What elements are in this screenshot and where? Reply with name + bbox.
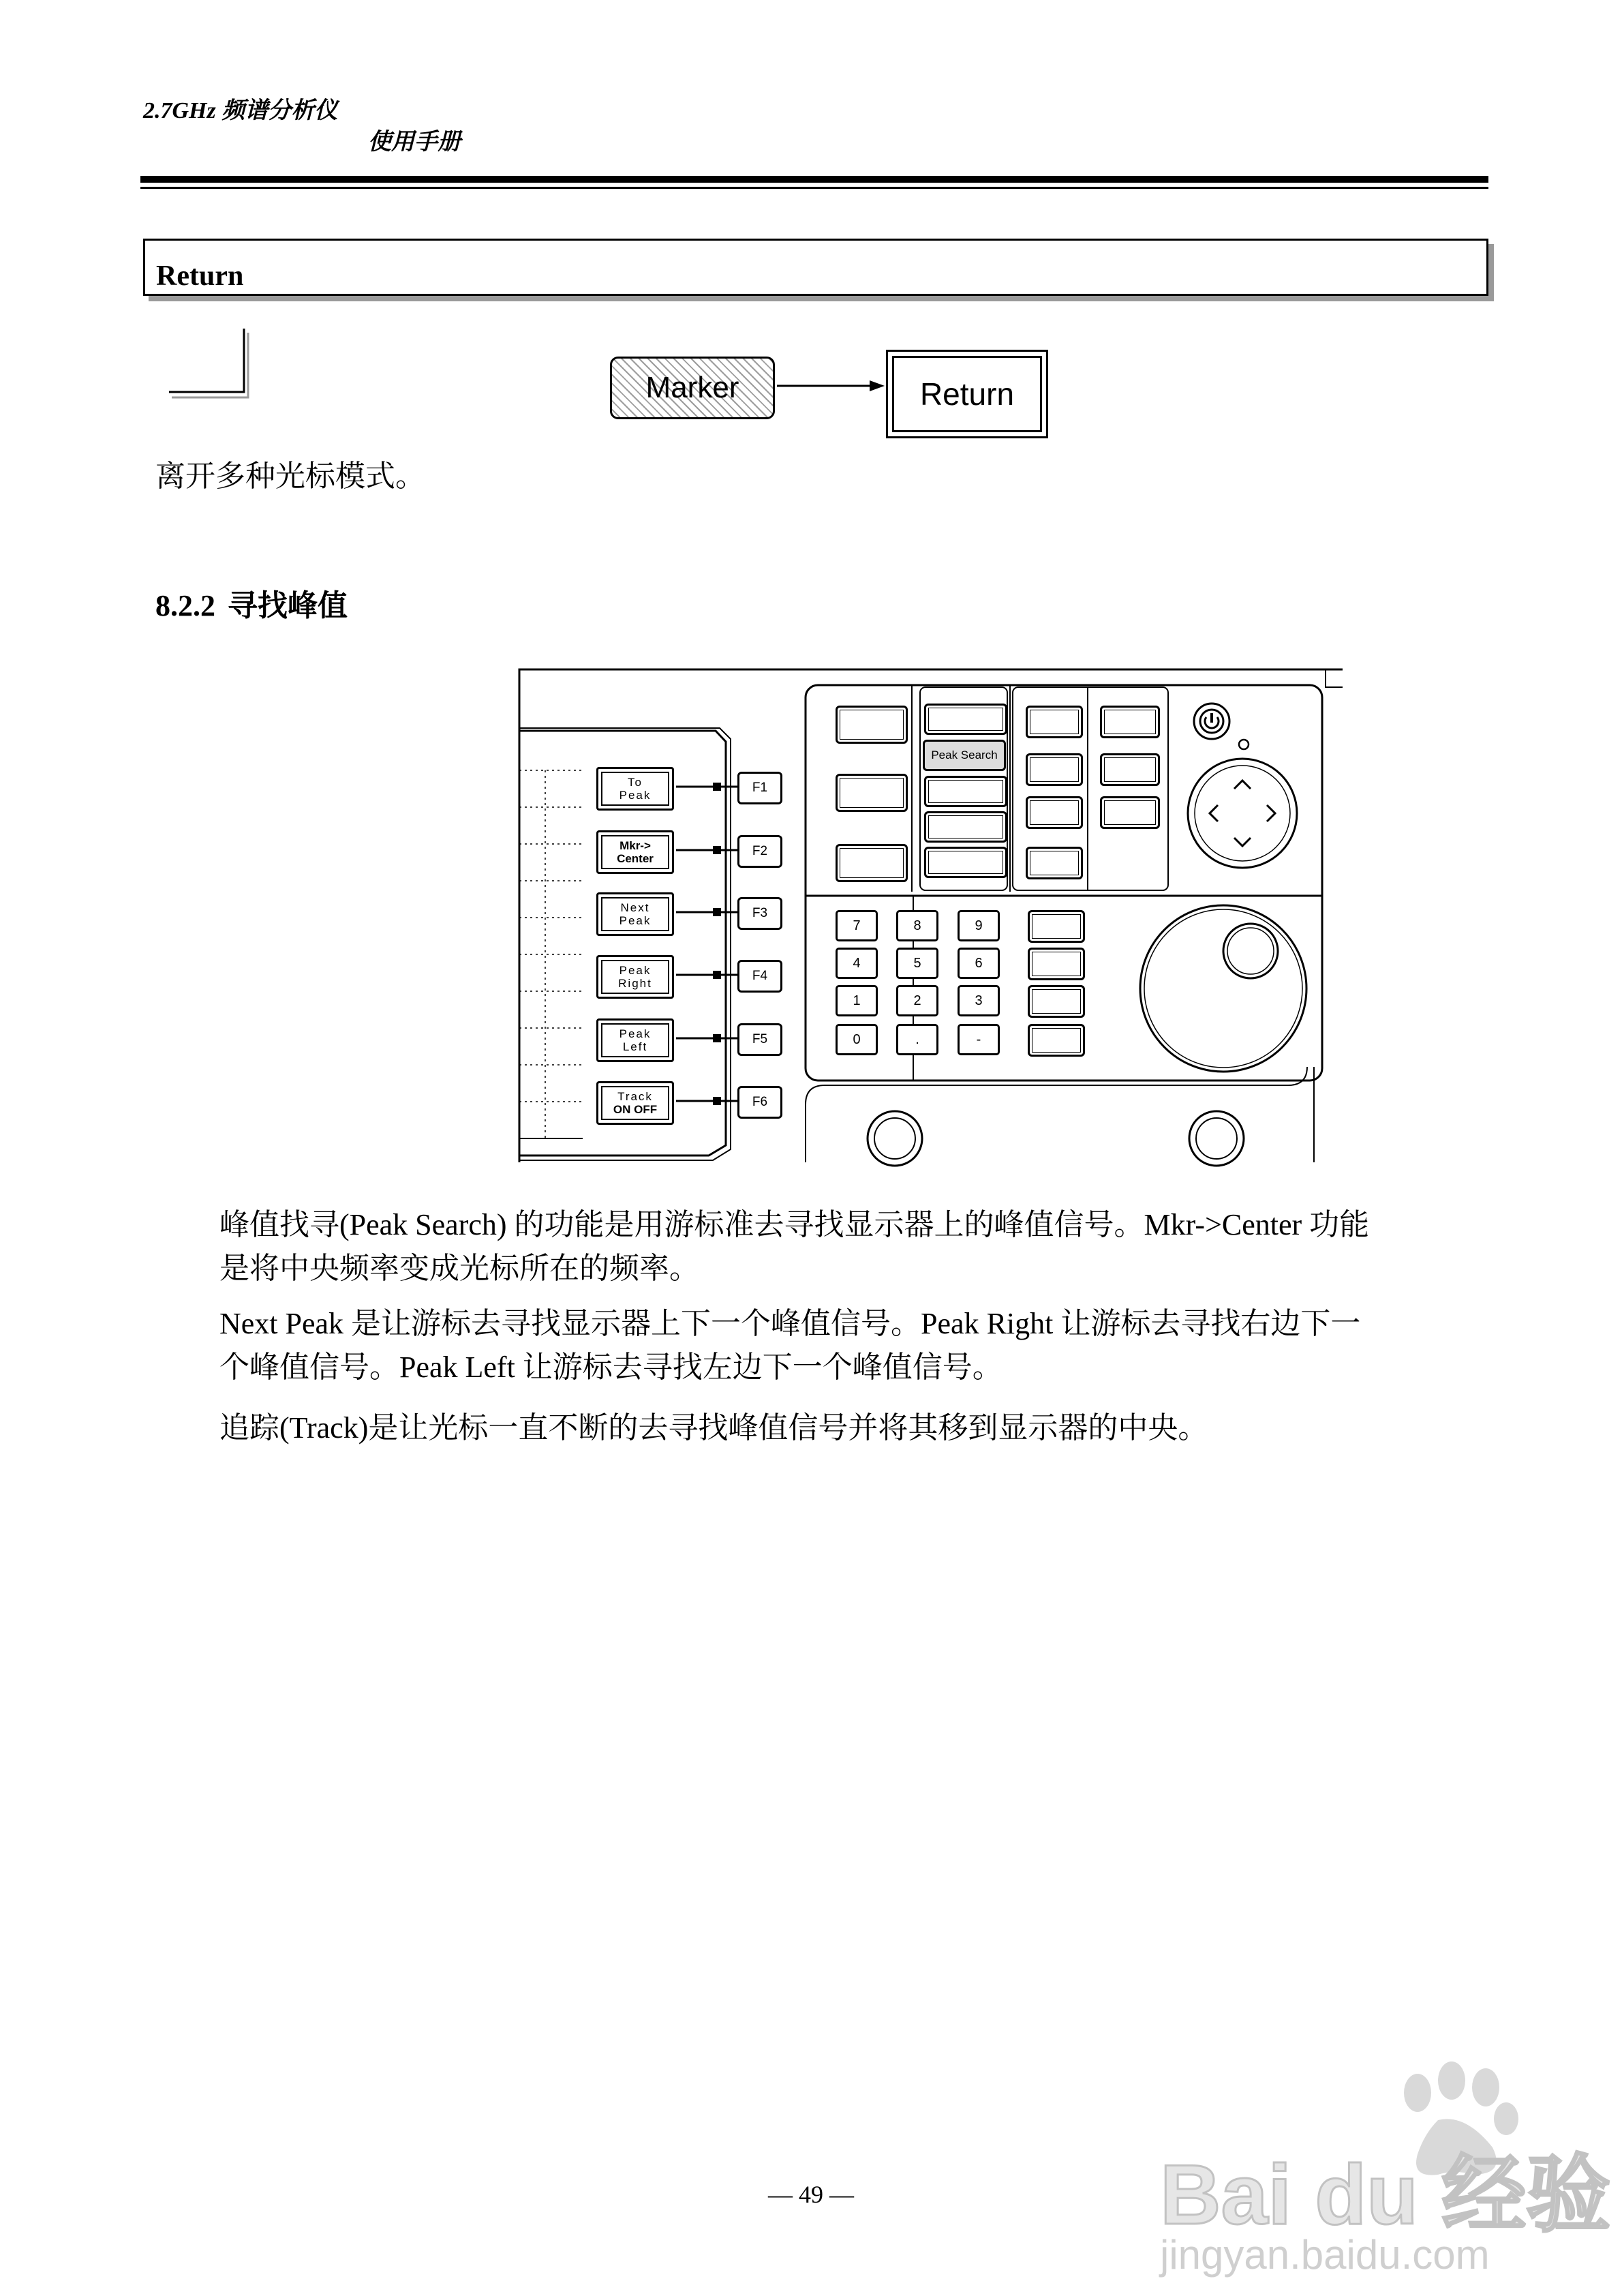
running-header <box>143 95 461 158</box>
softkey-mkr-center-line2: Center <box>617 852 654 865</box>
softkey-mkr-center[interactable] <box>596 830 674 874</box>
unit-key[interactable] <box>1028 985 1085 1018</box>
header-rule-thick <box>140 176 1488 183</box>
panel-key[interactable] <box>836 844 908 882</box>
panel-key[interactable] <box>1026 753 1083 786</box>
power-icon[interactable] <box>1193 702 1254 750</box>
softkey-peak-left-line1: Peak <box>619 1027 652 1040</box>
header-rule-thin <box>140 187 1488 189</box>
unit-key[interactable] <box>1028 910 1085 943</box>
numpad-key-6[interactable]: 6 <box>958 948 1000 979</box>
front-panel-diagram <box>518 668 1343 1162</box>
section-title: Return <box>156 260 244 292</box>
numpad-key-dot[interactable]: . <box>896 1024 938 1055</box>
numpad-key-2[interactable]: 2 <box>896 985 938 1016</box>
paragraph-1-line-2: 是将中央频率变成光标所在的频率。 <box>219 1252 699 1285</box>
connector-icon <box>864 1108 925 1162</box>
softkey-peak-left[interactable] <box>596 1018 674 1062</box>
numpad-key-3[interactable]: 3 <box>958 985 1000 1016</box>
numpad-key-4[interactable]: 4 <box>836 948 878 979</box>
numpad-key-0[interactable]: 0 <box>836 1024 878 1055</box>
softkey-track-line1: Track <box>617 1090 653 1103</box>
softkey-to-peak-line2: Peak <box>619 789 652 802</box>
panel-key[interactable] <box>1026 706 1083 738</box>
panel-key[interactable] <box>924 847 1007 878</box>
softkey-peak-right-line2: Right <box>618 977 652 990</box>
softkey-mkr-center-line1: Mkr-> <box>619 839 651 852</box>
corner-bracket-icon <box>168 327 249 402</box>
softkey-peak-right[interactable] <box>596 955 674 999</box>
paragraph-3-line-1: 追踪(Track)是让光标一直不断的去寻找峰值信号并将其移到显示器的中央。 <box>219 1411 1208 1445</box>
numpad-key-1[interactable]: 1 <box>836 985 878 1016</box>
unit-key[interactable] <box>1028 948 1085 980</box>
numpad-key-5[interactable]: 5 <box>896 948 938 979</box>
softkey-to-peak-line1: To <box>628 776 643 789</box>
subsection-number: 8.2.2 <box>155 589 215 622</box>
rotary-knob-icon[interactable] <box>1135 900 1312 1077</box>
fkey-f2[interactable]: F2 <box>737 835 782 868</box>
panel-key[interactable] <box>836 774 908 812</box>
header-subtitle: 使用手册 <box>368 130 461 155</box>
panel-key[interactable] <box>924 776 1007 807</box>
arrow-right-icon <box>777 372 886 399</box>
fkey-f6[interactable]: F6 <box>737 1086 782 1119</box>
fkey-f5[interactable]: F5 <box>737 1023 782 1056</box>
panel-key[interactable] <box>1026 796 1083 829</box>
header-title: 2.7GHz 频谱分析仪 <box>143 98 338 123</box>
softkey-track[interactable] <box>596 1081 674 1125</box>
arrow-pad-icon[interactable] <box>1182 753 1305 876</box>
connector-icon <box>1186 1108 1247 1162</box>
subsection-heading <box>155 581 360 624</box>
paragraph-1-line-1: 峰值找寻(Peak Search) 的功能是用游标准去寻找显示器上的峰值信号。Mkr->Center 功能 <box>219 1208 1370 1241</box>
softkey-to-peak[interactable] <box>596 767 674 811</box>
return-key: Return <box>886 350 1048 438</box>
return-description: 离开多种光标模式。 <box>155 459 425 493</box>
subsection-title: 寻找峰值 <box>228 589 348 622</box>
softkey-next-peak-line1: Next <box>620 901 650 914</box>
panel-key[interactable] <box>1026 847 1083 879</box>
fkey-f4[interactable]: F4 <box>737 960 782 993</box>
softkey-next-peak-line2: Peak <box>619 914 652 927</box>
unit-key[interactable] <box>1028 1024 1085 1057</box>
numpad-key-7[interactable]: 7 <box>836 910 878 941</box>
svg-text:Bai du 经验: Bai du 经验 <box>1160 2148 1611 2242</box>
panel-key[interactable] <box>1100 706 1160 738</box>
softkey-next-peak[interactable] <box>596 892 674 936</box>
panel-key[interactable] <box>836 706 908 744</box>
numpad-key-8[interactable]: 8 <box>896 910 938 941</box>
baidu-watermark-logo <box>1152 2045 1611 2278</box>
paragraph-2-line-2: 个峰值信号。Peak Left 让游标去寻找左边下一个峰值信号。 <box>219 1350 1003 1384</box>
fkey-f1[interactable]: F1 <box>737 772 782 804</box>
panel-key[interactable] <box>924 704 1007 735</box>
panel-key[interactable] <box>1100 796 1160 829</box>
section-title-box <box>143 239 1488 296</box>
panel-key[interactable] <box>1100 753 1160 786</box>
softkey-peak-left-line2: Left <box>622 1040 648 1053</box>
page-number: — 49 — <box>768 2181 854 2208</box>
softkey-track-line2: ON OFF <box>613 1103 658 1116</box>
peak-search-key[interactable]: Peak Search <box>923 740 1006 771</box>
fkey-f3[interactable]: F3 <box>737 897 782 930</box>
watermark-url: jingyan.baidu.com <box>1160 2232 1490 2278</box>
marker-key: Marker <box>610 357 775 419</box>
numpad-key-minus[interactable]: - <box>958 1024 1000 1055</box>
softkey-peak-right-line1: Peak <box>619 964 652 977</box>
numpad-key-9[interactable]: 9 <box>958 910 1000 941</box>
panel-key[interactable] <box>924 811 1007 843</box>
paragraph-2-line-1: Next Peak 是让游标去寻找显示器上下一个峰值信号。Peak Right 让游标去寻找右边下一 <box>219 1307 1361 1340</box>
